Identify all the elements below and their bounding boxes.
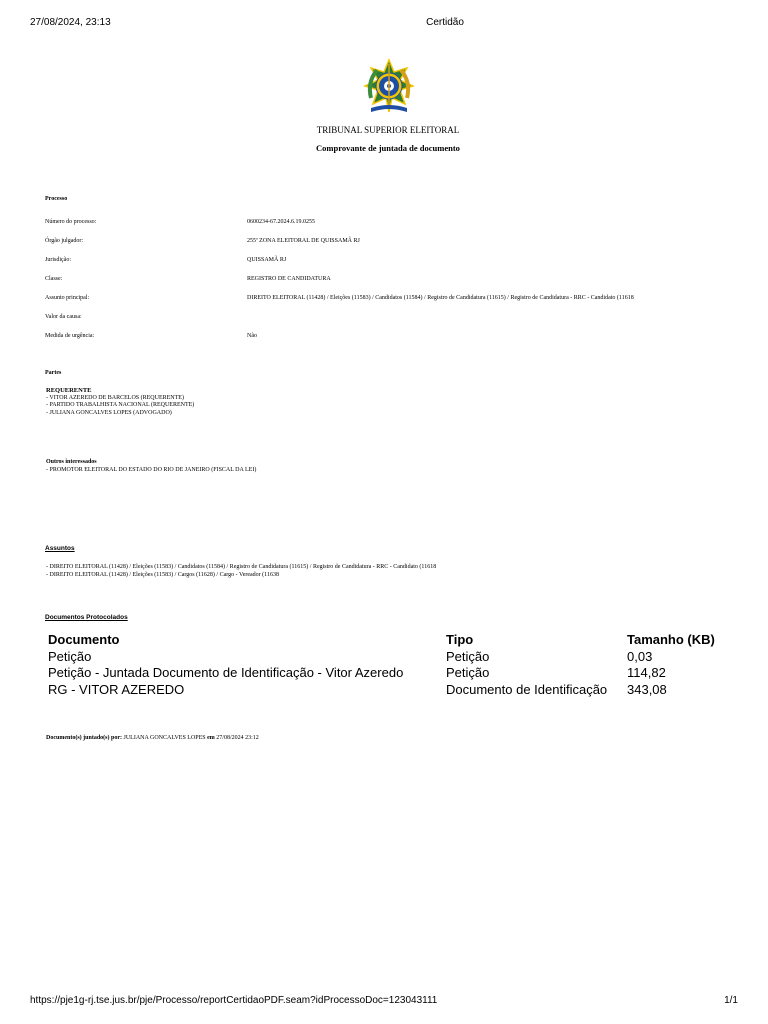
field-label: Assunto principal: [45,295,90,301]
field-value: DIREITO ELEITORAL (11428) / Eleições (11583) / Candidatos (11584) / Registro de Candidatura (11615) / Registro de Candidatura - RRC - Candidato (11618 [247,295,634,301]
print-datetime: 27/08/2024, 23:13 [30,17,111,28]
column-header-tamanho: Tamanho (KB) [627,632,715,647]
field-label: Medida de urgência: [45,333,95,339]
court-title: TRIBUNAL SUPERIOR ELEITORAL [316,125,460,135]
cell-documento: RG - VITOR AZEREDO [48,681,185,697]
field-jurisdicao [45,257,725,266]
column-header-documento: Documento [48,632,120,647]
party-item: - PROMOTOR ELEITORAL DO ESTADO DO RIO DE JANEIRO (FISCAL DA LEI) [46,466,257,473]
field-label: Valor da causa: [45,314,82,320]
cell-tipo: Petição [446,665,490,680]
cell-tamanho: 0,03 [627,648,653,664]
outros-interessados-block [46,459,256,474]
field-orgao [45,238,725,247]
field-value: 255ª ZONA ELEITORAL DE QUISSAMÃ RJ [247,238,360,244]
requerente-block [46,387,194,417]
assuntos-label: Assuntos [45,545,75,552]
cell-tamanho: 114,82 [627,665,666,680]
field-label: Classe: [45,276,63,282]
field-label: Número do processo: [45,219,97,225]
juntado-em: em [207,735,215,741]
field-value: Não [247,333,257,339]
field-label: Órgão julgador: [45,238,84,244]
cell-documento: Petição - Juntada Documento de Identificação - Vitor Azeredo [48,665,404,680]
cell-tipo: Documento de Identificação [446,681,608,697]
field-valor-causa [45,314,725,323]
field-value: 0600234-67.2024.6.19.0255 [247,219,315,225]
field-numero [45,219,725,228]
print-title: Certidão [426,17,464,28]
juntado-by: JULIANA GONCALVES LOPES [123,735,206,741]
column-header-tipo: Tipo [446,632,474,647]
field-value: REGISTRO DE CANDIDATURA [247,276,331,282]
document-subtitle: Comprovante de juntada de documento [316,143,460,153]
brazil-coat-of-arms-icon [363,58,415,114]
requerente-heading: REQUERENTE [46,387,92,394]
page-number: 1/1 [724,995,738,1006]
field-assunto-principal [45,295,725,304]
party-item: - JULIANA GONCALVES LOPES (ADVOGADO) [46,409,172,416]
cell-tamanho: 343,08 [627,681,667,697]
field-medida-urgencia [45,333,725,342]
documentos-label: Documentos Protocolados [45,614,128,621]
cell-documento: Petição [48,648,92,664]
print-url: https://pje1g-rj.tse.jus.br/pje/Processo/reportCertidaoPDF.seam?idProcessoDoc=123043111 [30,995,438,1006]
assuntos-list [46,563,436,579]
cell-tipo: Petição [446,648,490,664]
partes-label: Partes [45,370,62,376]
juntado-date: 27/08/2024 23:12 [216,735,259,741]
print-header [0,17,768,31]
field-label: Jurisdição: [45,257,71,263]
juntado-line [46,735,259,741]
assunto-item: - DIREITO ELEITORAL (11428) / Eleições (11583) / Cargos (11628) / Cargo - Vereador (11638 [46,572,279,578]
field-classe [45,276,725,285]
juntado-label: Documento(s) juntado(s) por: [46,735,122,741]
field-value: QUISSAMÃ RJ [247,257,287,263]
outros-heading: Outros interessados [46,459,97,465]
party-item: - PARTIDO TRABALHISTA NACIONAL (REQUERENTE) [46,402,195,409]
processo-label: Processo [45,196,68,202]
assunto-item: - DIREITO ELEITORAL (11428) / Eleições (11583) / Candidatos (11584) / Registro de Candidatura (11615) / Registro de Candidatura - RRC - Candidato (11618 [46,564,437,570]
party-item: - VITOR AZEREDO DE BARCELOS (REQUERENTE) [46,394,184,401]
